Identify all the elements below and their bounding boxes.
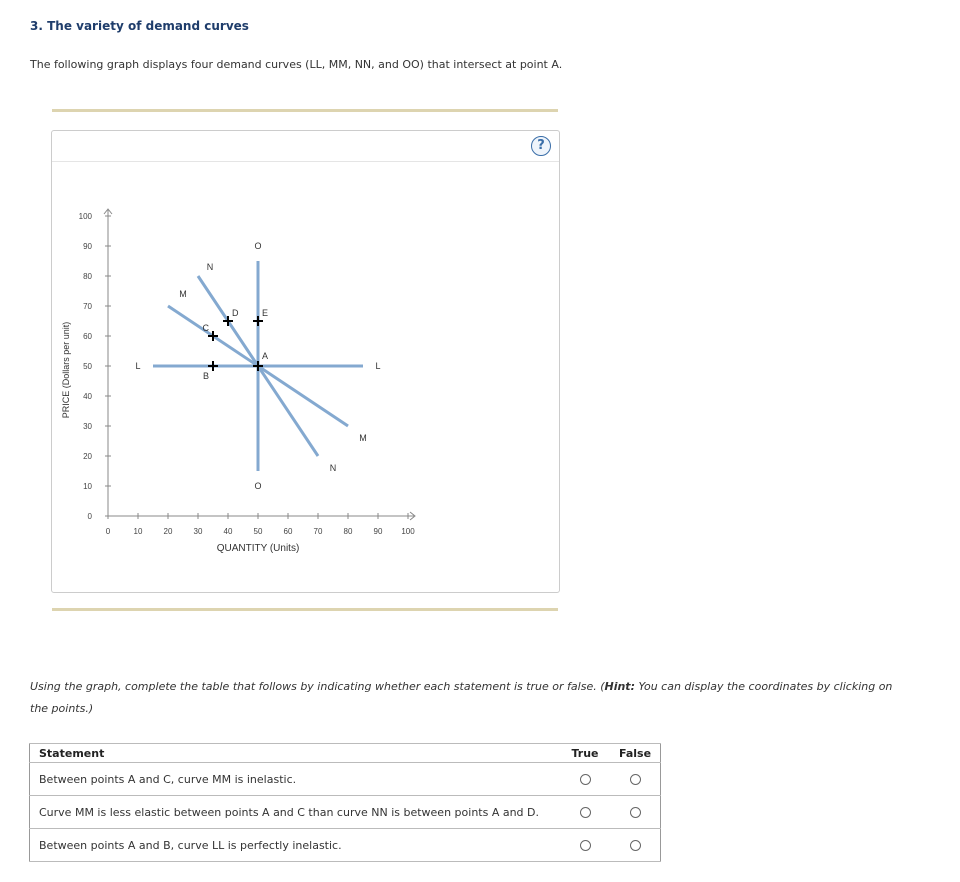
radio-false-2[interactable] bbox=[630, 807, 641, 818]
x-tick-label: 30 bbox=[193, 527, 203, 536]
y-tick-label: 10 bbox=[83, 482, 92, 491]
statement-2: Curve MM is less elastic between points A and C than curve NN is between points A and D. bbox=[30, 796, 561, 829]
table-row bbox=[30, 796, 661, 829]
instructions-text-b: You can display the coordinates by clicking on the points.) bbox=[30, 680, 893, 715]
curve-label-oo: O bbox=[254, 481, 262, 491]
point-label-b: B bbox=[202, 371, 209, 381]
table-row bbox=[30, 829, 661, 862]
statement-3: Between points A and B, curve LL is perfectly inelastic. bbox=[30, 829, 561, 862]
question-intro: The following graph displays four demand curves (LL, MM, NN, and OO) that intersect at point A. bbox=[30, 58, 563, 71]
curve-label-ll: L bbox=[375, 361, 381, 371]
header-statement: Statement bbox=[30, 744, 561, 763]
instructions bbox=[30, 676, 910, 720]
help-button[interactable]: ? bbox=[531, 136, 551, 156]
y-tick-label: 30 bbox=[83, 422, 92, 431]
y-tick-label: 20 bbox=[83, 452, 92, 461]
instructions-text-a: Using the graph, complete the table that follows by indicating whether each statement is true or false. ( bbox=[30, 680, 605, 693]
table-header-row bbox=[30, 744, 661, 763]
statement-1: Between points A and C, curve MM is inelastic. bbox=[30, 763, 561, 796]
x-tick-label: 80 bbox=[343, 527, 353, 536]
y-tick-label: 90 bbox=[83, 242, 92, 251]
y-tick-label: 60 bbox=[83, 332, 92, 341]
point-label-d: D bbox=[232, 308, 239, 318]
curve-label-ll: L bbox=[135, 361, 141, 371]
curve-label-mm: M bbox=[359, 433, 367, 443]
y-tick-label: 100 bbox=[78, 212, 92, 221]
y-tick-label: 50 bbox=[83, 362, 92, 371]
x-tick-label: 10 bbox=[133, 527, 143, 536]
table-row bbox=[30, 763, 661, 796]
y-tick-label: 70 bbox=[83, 302, 92, 311]
point-label-c: C bbox=[202, 323, 209, 333]
curve-label-nn: N bbox=[329, 463, 337, 473]
point-label-a: A bbox=[262, 351, 269, 361]
point-label-e: E bbox=[262, 308, 269, 318]
x-tick-label: 70 bbox=[313, 527, 323, 536]
radio-true-3[interactable] bbox=[580, 840, 591, 851]
x-tick-label: 100 bbox=[401, 527, 415, 536]
radio-true-1[interactable] bbox=[580, 774, 591, 785]
statement-table bbox=[29, 743, 661, 862]
point-b bbox=[208, 361, 218, 371]
curve-label-nn: N bbox=[206, 262, 214, 272]
y-tick-label: 40 bbox=[83, 392, 92, 401]
curve-label-oo: O bbox=[254, 241, 262, 251]
y-tick-label: 0 bbox=[87, 512, 92, 521]
header-false: False bbox=[610, 744, 661, 763]
radio-false-3[interactable] bbox=[630, 840, 641, 851]
x-tick-label: 20 bbox=[163, 527, 173, 536]
bottom-rule bbox=[52, 608, 558, 611]
radio-true-2[interactable] bbox=[580, 807, 591, 818]
header-true: True bbox=[560, 744, 610, 763]
x-tick-label: 60 bbox=[283, 527, 293, 536]
curve-label-mm: M bbox=[179, 289, 187, 299]
hint-label: Hint: bbox=[604, 680, 635, 693]
radio-false-1[interactable] bbox=[630, 774, 641, 785]
question-title: 3. The variety of demand curves bbox=[30, 19, 249, 33]
x-tick-label: 40 bbox=[223, 527, 233, 536]
y-tick-label: 80 bbox=[83, 272, 92, 281]
x-tick-label: 50 bbox=[253, 527, 263, 536]
x-axis-label: QUANTITY (Units) bbox=[216, 543, 300, 554]
x-tick-label: 90 bbox=[373, 527, 383, 536]
x-tick-label: 0 bbox=[105, 527, 111, 536]
y-axis-label: PRICE (Dollars per unit) bbox=[61, 321, 71, 419]
